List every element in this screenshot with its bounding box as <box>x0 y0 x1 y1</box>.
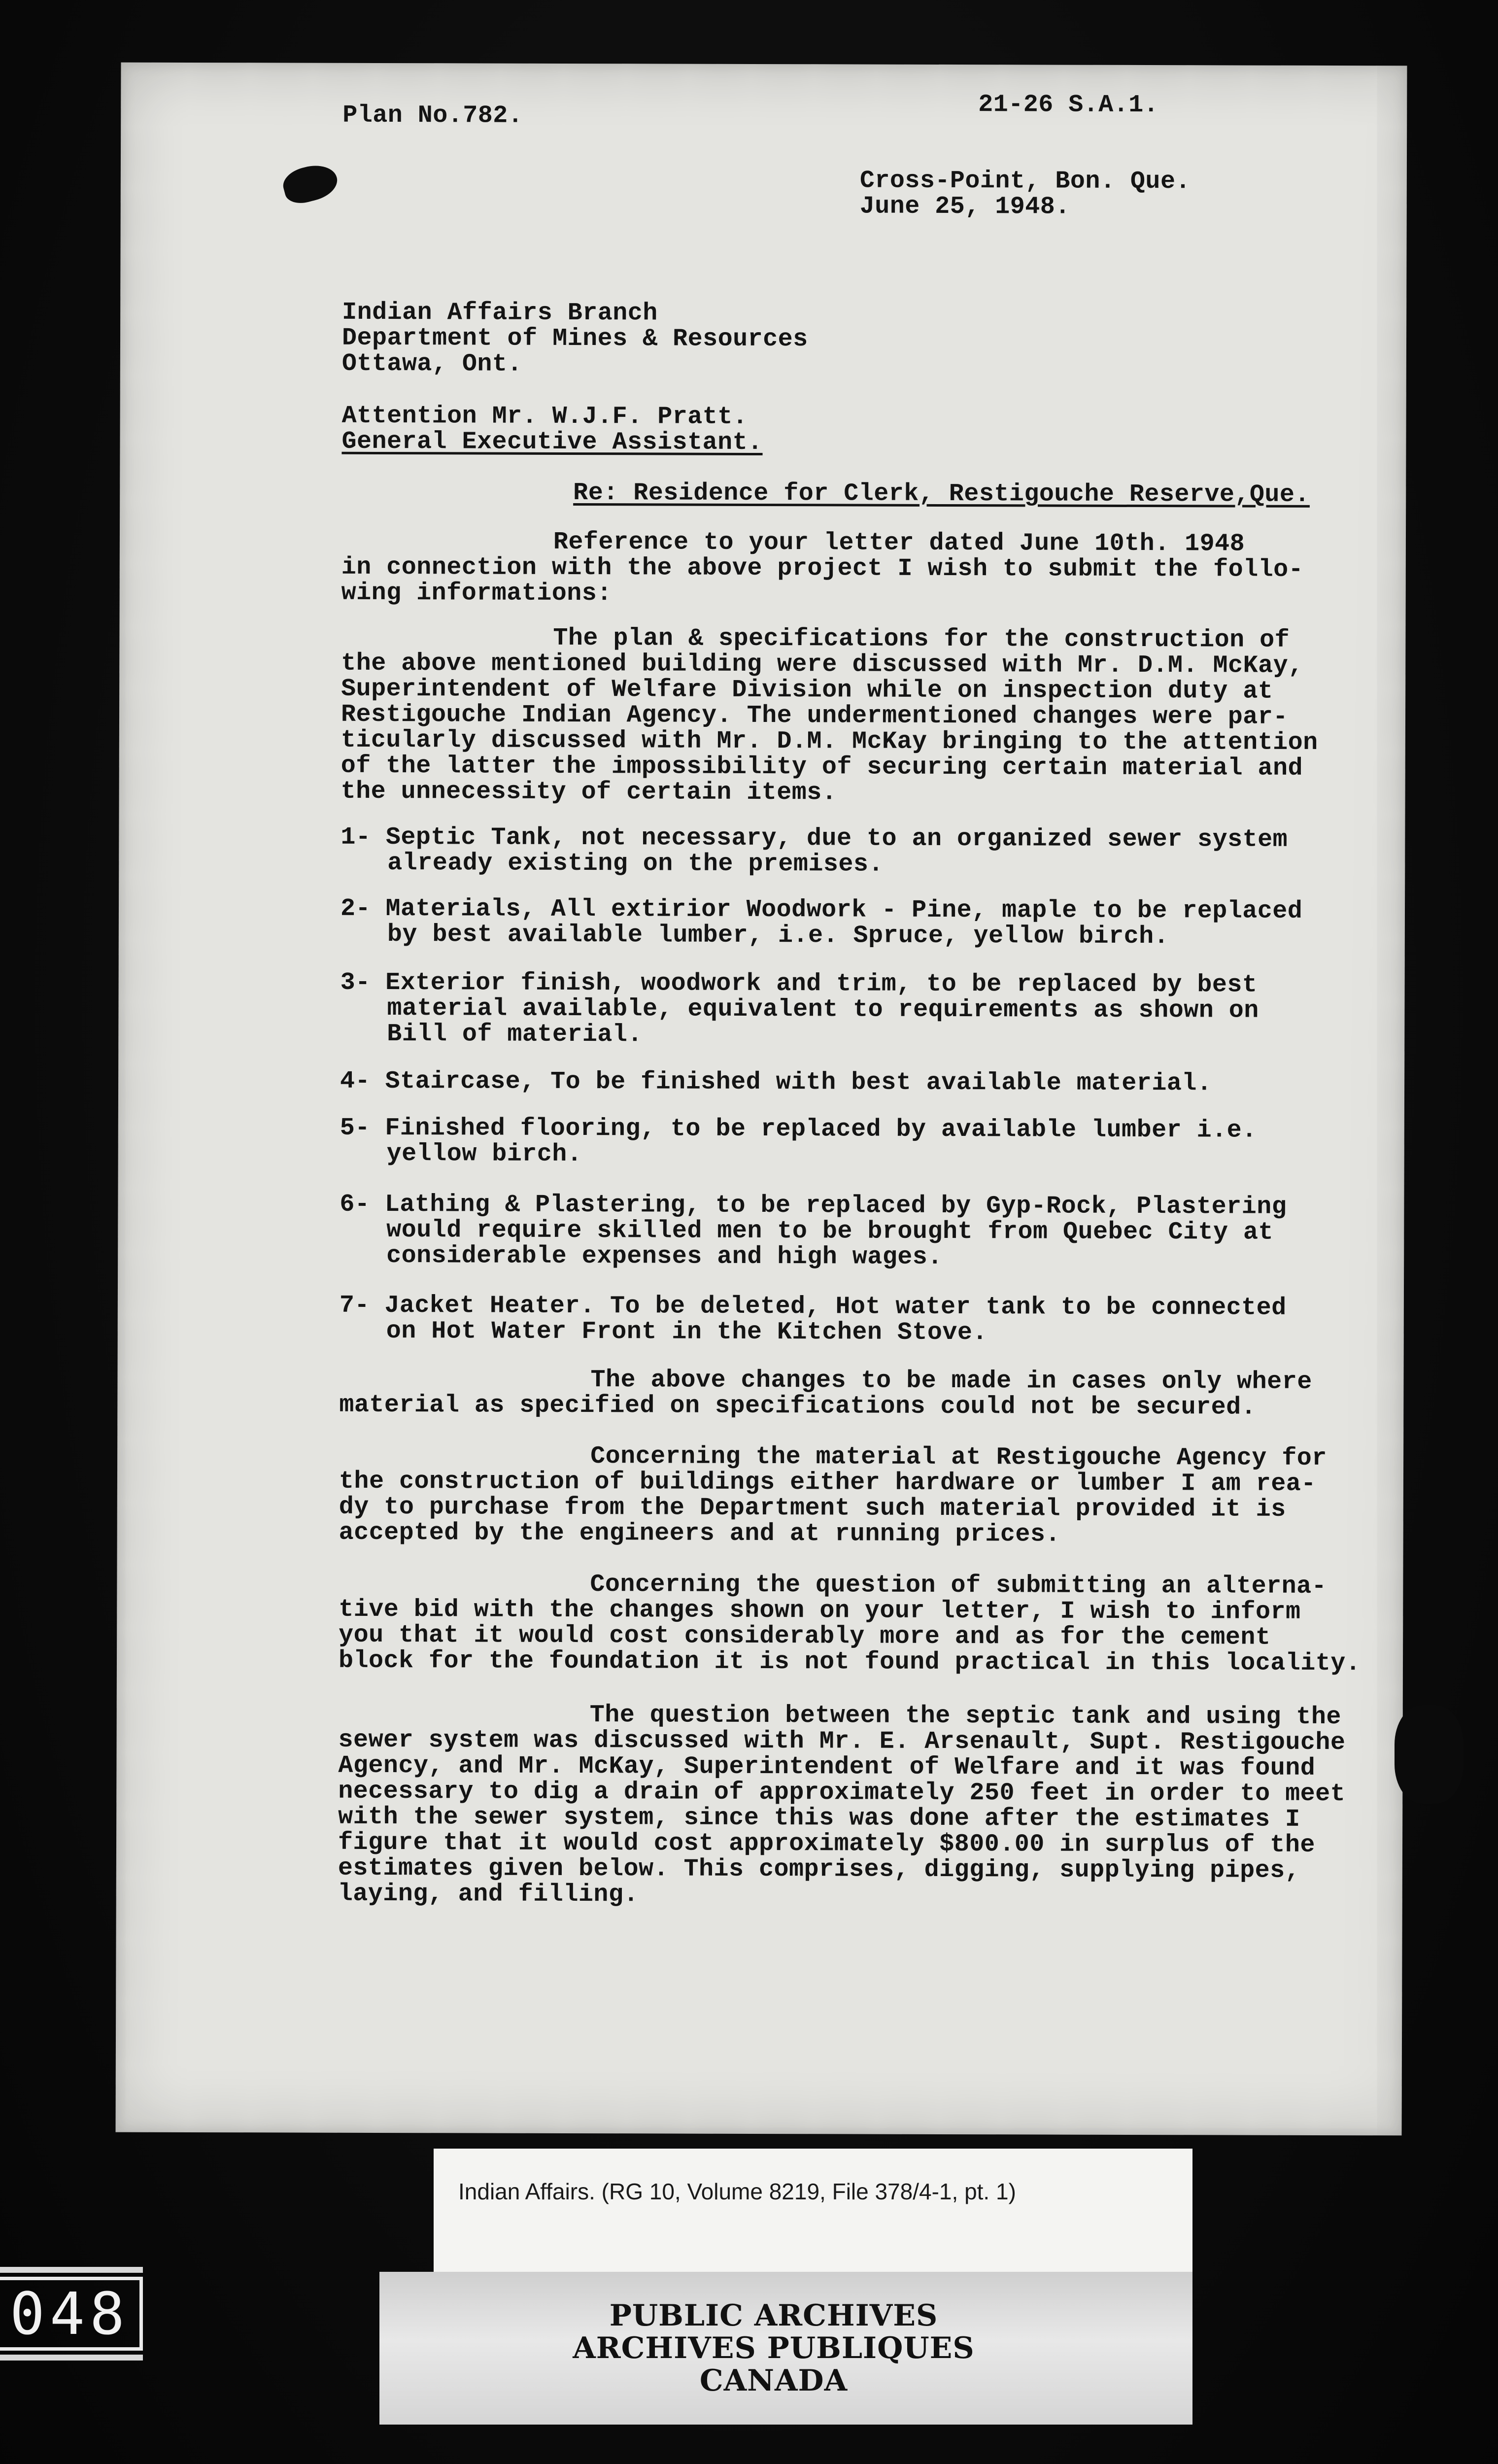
body-line: necessary to dig a drain of approximately 250 feet in order to meet <box>338 1777 1346 1809</box>
body-line: Concerning the material at Restigouche Agency for <box>590 1442 1327 1473</box>
body-line: The question between the septic tank and using the <box>589 1701 1342 1732</box>
sender-place: Cross-Point, Bon. Que. <box>859 167 1191 196</box>
attention-line: Attention Mr. W.J.F. Pratt. <box>341 402 748 431</box>
addressee-line-1: Indian Affairs Branch <box>342 298 658 328</box>
body-line: accepted by the engineers and at running prices. <box>339 1518 1060 1549</box>
addressee-line-2: Department of Mines & Resources <box>341 324 808 354</box>
body-line: Reference to your letter dated June 10th. 1948 <box>553 528 1245 558</box>
list-item-6-cont: considerable expenses and high wages. <box>386 1242 943 1271</box>
body-line: Agency, and Mr. McKay, Superintendent of Welfare and it was found <box>338 1751 1316 1782</box>
list-item-2-cont: by best available lumber, i.e. Spruce, yellow birch. <box>387 921 1169 951</box>
addressee-line-3: Ottawa, Ont. <box>341 349 523 378</box>
list-item-6: 6- Lathing & Plastering, to be replaced by Gyp-Rock, Plastering <box>340 1190 1287 1221</box>
archive-reference: Indian Affairs. (RG 10, Volume 8219, File 378/4-1, pt. 1) <box>458 2179 1016 2204</box>
body-line: the construction of buildings either hardware or lumber I am rea- <box>339 1467 1316 1498</box>
body-line: ticularly discussed with Mr. D.M. McKay bringing to the attention <box>340 726 1318 757</box>
body-line: The above changes to be made in cases only where <box>590 1366 1312 1396</box>
body-line: the above mentioned building were discussed with Mr. D.M. McKay, <box>341 649 1303 680</box>
body-line: in connection with the above project I wish to submit the follo- <box>341 553 1304 584</box>
film-notch <box>1395 1705 1464 1804</box>
archive-stamp-line-2: ARCHIVES PUBLIQUES <box>573 2331 975 2365</box>
archive-stamp-line-1: PUBLIC ARCHIVES <box>609 2298 938 2333</box>
list-item-4: 4- Staircase, To be finished with best available material. <box>340 1067 1212 1098</box>
body-line: material as specified on specifications could not be secured. <box>339 1391 1257 1422</box>
body-line: dy to purchase from the Department such material provided it is <box>339 1493 1286 1524</box>
list-item-1: 1- Septic Tank, not necessary, due to an organized sewer system <box>340 823 1288 854</box>
body-line: Superintendent of Welfare Division while on inspection duty at <box>341 675 1273 706</box>
body-line: Restigouche Indian Agency. The undermentioned changes were par- <box>340 700 1288 731</box>
list-item-2: 2- Materials, All extirior Woodwork - Pine, maple to be replaced <box>340 894 1303 925</box>
attention-title: General Executive Assistant. <box>341 427 763 457</box>
letter-page <box>116 63 1407 2136</box>
archive-stamp-line-3: CANADA <box>699 2363 848 2398</box>
archive-stamp <box>547 2282 1000 2415</box>
list-item-5-cont: yellow birch. <box>386 1140 582 1169</box>
body-line: wing informations: <box>341 579 612 608</box>
list-item-7: 7- Jacket Heater. To be deleted, Hot water tank to be connected <box>339 1291 1287 1322</box>
plan-number: Plan No.782. <box>342 101 523 130</box>
body-line: of the latter the impossibility of securing certain material and <box>340 752 1303 783</box>
body-line: the unnecessity of certain items. <box>340 777 837 807</box>
body-line: you that it would cost considerably more and as for the cement <box>339 1621 1271 1652</box>
ink-blot <box>280 160 341 207</box>
film-strip-edge <box>0 2355 143 2361</box>
list-item-3: 3- Exterior finish, woodwork and trim, to be replaced by best <box>340 968 1258 999</box>
list-item-3-cont: Bill of material. <box>387 1020 643 1049</box>
body-line: The plan & specifications for the construction of <box>553 624 1290 654</box>
frame-counter: 048 <box>0 2277 143 2351</box>
list-item-6-cont: would require skilled men to be brought from Quebec City at <box>386 1216 1274 1247</box>
body-line: figure that it would cost approximately $800.00 in surplus of the <box>338 1828 1315 1859</box>
list-item-1-cont: already existing on the premises. <box>387 849 884 879</box>
list-item-7-cont: on Hot Water Front in the Kitchen Stove. <box>386 1317 988 1347</box>
list-item-5: 5- Finished flooring, to be replaced by available lumber i.e. <box>340 1114 1257 1145</box>
body-line: Concerning the question of submitting an alterna- <box>590 1571 1327 1601</box>
letter-date: June 25, 1948. <box>859 192 1070 221</box>
body-line: laying, and filling. <box>338 1880 639 1909</box>
body-line: tive bid with the changes shown on your letter, I wish to inform <box>339 1595 1301 1626</box>
body-line: block for the foundation it is not found practical in this locality. <box>338 1646 1361 1678</box>
body-line: with the sewer system, since this was done after the estimates I <box>338 1803 1300 1834</box>
subject-line: Re: Residence for Clerk, Restigouche Reserve,Que. <box>573 479 1310 509</box>
body-line: estimates given below. This comprises, digging, supplying pipes, <box>338 1854 1300 1885</box>
film-strip-edge <box>0 2267 143 2273</box>
file-reference: 21-26 S.A.1. <box>978 91 1159 120</box>
list-item-3-cont: material available, equivalent to requirements as shown on <box>387 994 1259 1025</box>
body-line: sewer system was discussed with Mr. E. Arsenault, Supt. Restigouche <box>338 1726 1346 1757</box>
